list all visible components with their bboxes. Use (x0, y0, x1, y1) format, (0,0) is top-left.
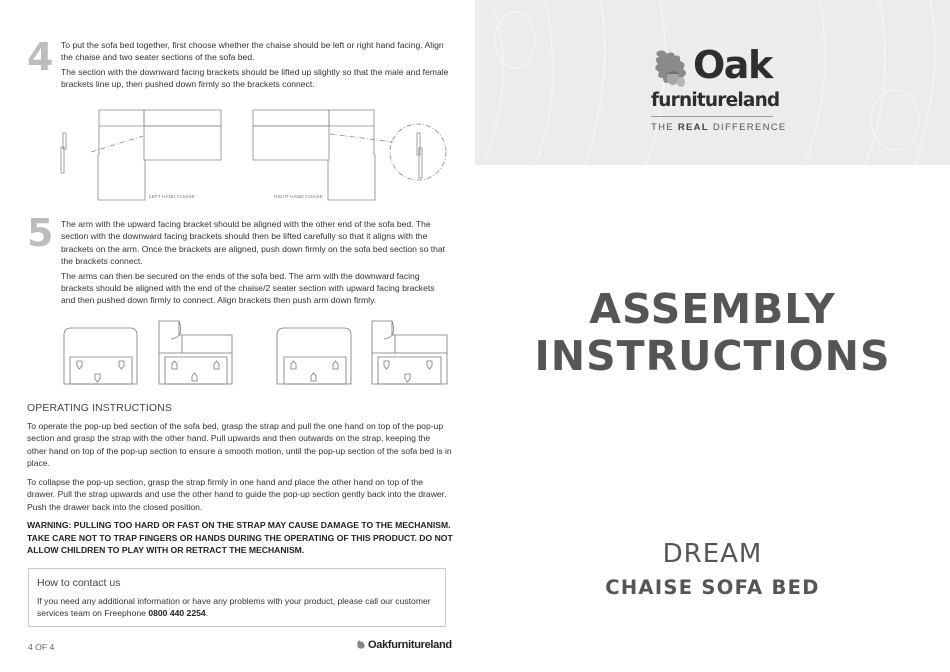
phone-number: 0800 440 2254 (148, 608, 206, 619)
step-number: 5 (27, 211, 54, 255)
brand-divider (651, 116, 773, 117)
right-page (475, 0, 950, 672)
contact-body-text: If you need any additional information or have any problems with your product, please call our customer services team on Freephone (37, 596, 431, 619)
step-number: 4 (27, 35, 54, 79)
arm-section-2 (277, 328, 351, 384)
contact-body (37, 595, 437, 620)
oak-leaf-acorn-icon (651, 48, 695, 92)
step-5-text (61, 218, 451, 309)
bracket-zoom-icon (417, 133, 422, 178)
tagline-post: DIFFERENCE (708, 122, 787, 133)
arm-bracket-diagram (55, 315, 455, 390)
step-paragraph: The arms can then be secured on the ends of the sofa bed. The arm with the downward facing brackets should be aligned with the end of the chaise/2 seater section with upward facing brackets and then pushed down firmly to connect. Align brackets then push arm down firmly. (61, 270, 435, 306)
contact-box (28, 568, 446, 627)
cover-header-band (475, 0, 950, 165)
chaise-section-1 (159, 321, 232, 384)
brand-tagline (651, 122, 787, 133)
diagram-label-left: LEFT HAND CHAISE (149, 195, 195, 200)
step-paragraph: The section with the downward facing brackets should be lifted up slightly so that the male and female brackets line up, then pushed down firmly so the brackets connect. (61, 66, 449, 90)
collapse-paragraph: To collapse the pop-up section, grasp the strap firmly in one hand and place the other hand on top of the drawer. Pull the strap upwards and use the other hand to guide the pop-up section gently back into the drawer. Push the drawer back into the closed position. (27, 477, 447, 512)
tagline-pre: THE (651, 122, 678, 133)
product-name: DREAM (662, 539, 763, 569)
diagram-label-right: RIGHT HAND CHAISE (274, 195, 323, 200)
contact-body-suffix: . (205, 608, 209, 619)
bracket-detail-icon (61, 133, 66, 173)
page-number: 4 OF 4 (28, 642, 55, 652)
product-type: CHAISE SOFA BED (605, 576, 820, 599)
cover-title-line2: INSTRUCTIONS (534, 332, 891, 380)
chaise-orientation-diagram (55, 100, 455, 210)
cover-title-line1: ASSEMBLY (589, 285, 836, 333)
step-paragraph: The arm with the upward facing bracket should be aligned with the other end of the sofa bed. The section with the downward facing brackets should then be lifted carefully so that it aligns with the brackets on the arm. Once the brackets are aligned, push down firmly on the sofa bed section so that the brackets connect. (61, 219, 446, 267)
operating-instructions-title: OPERATING INSTRUCTIONS (27, 402, 172, 414)
operating-paragraph: To operate the pop-up bed section of the sofa bed, grasp the strap and pull the one hand on top of the pop-up section and grasp the strap with the other hand. Pull upwards and then outwards on the strap, keeping the other hand on top of the pop-up section to ensure a smooth motion, until the pop-up section of the sofa bed is in place. (27, 421, 452, 469)
step-paragraph: To put the sofa bed together, first choose whether the chaise should be left or right hand facing. Align the chaise and two seater sections of the sofa bed. (61, 40, 444, 63)
arm-section-1 (64, 328, 137, 384)
warning-text: WARNING: PULLING TOO HARD OR FAST ON THE STRAP MAY CAUSE DAMAGE TO THE MECHANISM. TAKE CARE NOT TO TRAP FINGERS OR HANDS DURING THE OPERATING OF THIS PRODUCT. DO NOT ALLOW CHILDREN TO PLAY WITH OR RETRACT THE MECHANISM. (27, 520, 453, 556)
brand-name-furnitureland: furnitureland (651, 90, 780, 111)
brand-logo (651, 43, 787, 138)
chaise-section-2 (372, 321, 447, 384)
contact-title: How to contact us (37, 577, 121, 589)
oak-leaf-icon (356, 640, 366, 650)
footer-logo-text: Oakfurnitureland (368, 639, 452, 651)
step-4-text (61, 39, 451, 93)
tagline-bold: REAL (677, 122, 709, 133)
footer-logo (356, 639, 452, 651)
brand-name-oak: Oak (693, 43, 772, 87)
